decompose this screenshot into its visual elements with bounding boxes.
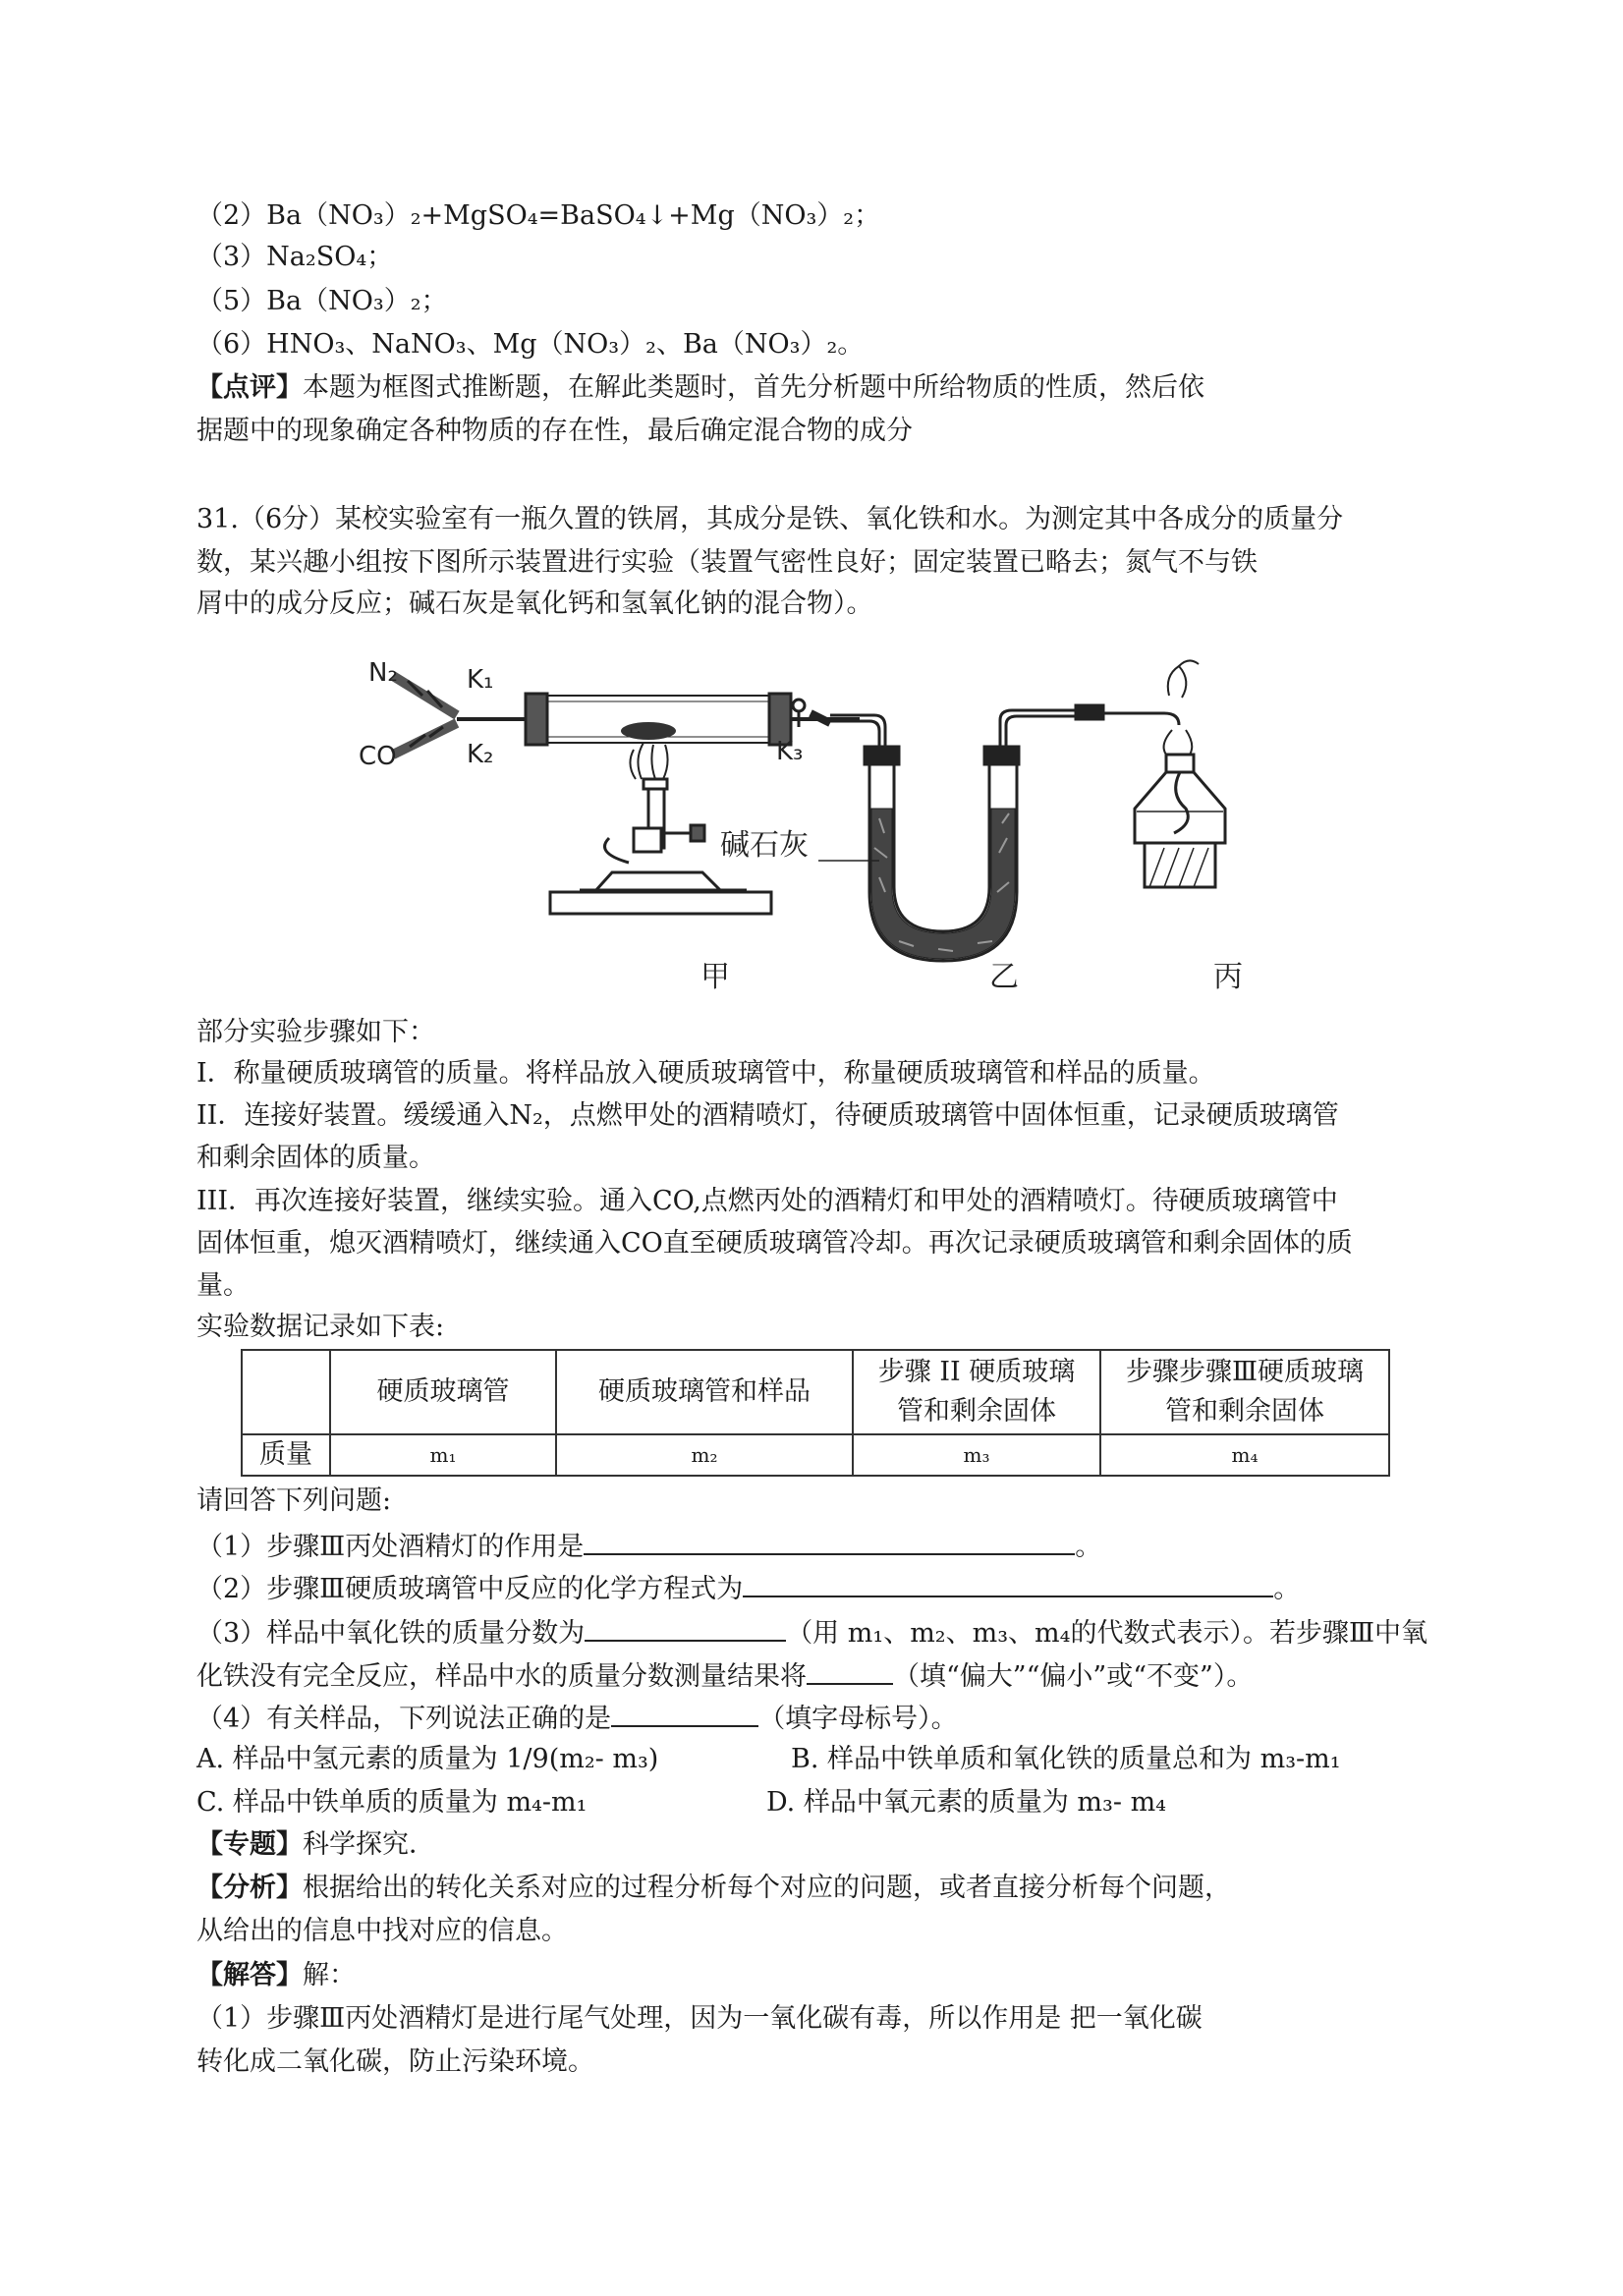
table-header-cell [853, 1350, 1100, 1434]
topic-text: 科学探究． [303, 1829, 435, 1860]
table-header-cell [242, 1350, 330, 1434]
option-a: A. 样品中氢元素的质量为 1/9(m₂- m₃) [196, 1744, 659, 1774]
q1-answer-blank[interactable] [584, 1528, 1075, 1555]
answer-text: 解： [303, 1960, 356, 1990]
q4-text: （4）有关样品，下列说法正确的是 [196, 1704, 612, 1734]
comment-tag: 【点评】 [196, 372, 303, 403]
label-co: CO [359, 742, 397, 771]
question-line-1: 31.（6分）某校实验室有一瓶久置的铁屑，其成分是铁、氧化铁和水。为测定其中各成分的质量分 [196, 504, 1344, 534]
step-2-line-2: 和剩余固体的质量。 [196, 1143, 435, 1173]
option-b: B. 样品中铁单质和氧化铁的质量总和为 m₃-m₁ [791, 1744, 1341, 1774]
table-cell: m₄ [1100, 1434, 1389, 1476]
q1-text: （1）步骤Ⅲ丙处酒精灯的作用是 [196, 1532, 585, 1562]
k3-clamp [793, 700, 830, 727]
header-line: 步骤步骤Ⅲ硬质玻璃 [1125, 1357, 1365, 1387]
answer-line-6: （6）HNO₃、NaNO₃、Mg（NO₃）₂、Ba（NO₃）₂。 [196, 329, 865, 360]
q1-end: 。 [1075, 1532, 1102, 1562]
analysis-text-1: 根据给出的转化关系对应的过程分析每个对应的问题，或者直接分析每个问题， [303, 1873, 1231, 1903]
answer-line-3: （3）Na₂SO₄； [196, 242, 394, 272]
q3b-end: （填“偏大”“偏小”或“不变”）。 [893, 1661, 1254, 1692]
label-soda-lime: 碱石灰 [720, 828, 809, 863]
q3-answer-blank[interactable] [585, 1614, 786, 1642]
table-header-cell [1100, 1350, 1389, 1434]
steps-intro: 部分实验步骤如下： [196, 1017, 435, 1047]
answer-header-line [196, 1959, 356, 1992]
step-3-line-3: 量。 [196, 1270, 250, 1301]
header-line: 步骤 II 硬质玻璃 [877, 1357, 1076, 1387]
question-line-3: 屑中的成分反应；碱石灰是氧化钙和氢氧化钠的混合物）。 [196, 588, 873, 619]
data-table [241, 1349, 1390, 1477]
table-row [242, 1434, 1389, 1476]
n2-valve [393, 676, 457, 715]
q3-text: （3）样品中氧化铁的质量分数为 [196, 1618, 586, 1649]
answer-line-5: （5）Ba（NO₃）₂； [196, 286, 448, 316]
co-valve [393, 723, 457, 755]
table-header-row [242, 1350, 1389, 1434]
comment-line-1 [196, 371, 1204, 405]
alcohol-lamp [1135, 660, 1225, 887]
label-k2: K₂ [467, 740, 494, 769]
q2-answer-blank[interactable] [743, 1570, 1273, 1597]
table-header-cell: 硬质玻璃管 [330, 1350, 556, 1434]
question-4 [196, 1700, 958, 1736]
analysis-line-1 [196, 1872, 1231, 1905]
q4-end: （填字母标号）。 [758, 1704, 958, 1734]
question-line-2: 数，某兴趣小组按下图所示装置进行实验（装置气密性良好；固定装置已略去；氮气不与铁 [196, 547, 1258, 578]
q3b-answer-blank[interactable] [807, 1657, 893, 1685]
q2-end: 。 [1273, 1574, 1301, 1604]
option-d: D. 样品中氧元素的质量为 m₃- m₄ [766, 1787, 1166, 1818]
questions-intro: 请回答下列问题: [196, 1485, 392, 1516]
table-cell: 质量 [242, 1434, 330, 1476]
q2-text: （2）步骤Ⅲ硬质玻璃管中反应的化学方程式为 [196, 1574, 744, 1604]
comment-line-2: 据题中的现象确定各种物质的存在性，最后确定混合物的成分 [196, 416, 913, 446]
label-jia: 甲 [700, 960, 730, 994]
answer-1-line-2: 转化成二氧化碳，防止污染环境。 [196, 2046, 594, 2077]
analysis-tag: 【分析】 [196, 1873, 303, 1903]
table-cell: m₂ [556, 1434, 853, 1476]
label-k3: K₃ [776, 737, 804, 766]
step-3-line-2: 固体恒重，熄灭酒精喷灯，继续通入CO直至硬质玻璃管冷却。再次记录硬质玻璃管和剩余固体的质 [196, 1228, 1353, 1259]
q3b-text: 化铁没有完全反应，样品中水的质量分数测量结果将 [196, 1661, 807, 1692]
iron-sample [621, 722, 676, 740]
answer-tag: 【解答】 [196, 1960, 303, 1990]
label-bing: 丙 [1213, 960, 1243, 994]
table-intro: 实验数据记录如下表: [196, 1312, 445, 1342]
option-c: C. 样品中铁单质的质量为 m₄-m₁ [196, 1787, 588, 1818]
topic-line [196, 1828, 435, 1862]
q4-answer-blank[interactable] [611, 1700, 758, 1727]
step-3-line-1: III．再次连接好装置，继续实验。通入CO,点燃丙处的酒精灯和甲处的酒精喷灯。待硬质玻璃管中 [196, 1186, 1338, 1216]
topic-tag: 【专题】 [196, 1829, 303, 1860]
header-line: 管和剩余固体 [1165, 1396, 1324, 1427]
comment-text-1: 本题为框图式推断题，在解此类题时，首先分析题中所给物质的性质，然后依 [303, 372, 1204, 403]
question-3-line-1 [196, 1614, 1427, 1651]
question-2 [196, 1570, 1300, 1606]
q3-text-end: （用 m₁、m₂、m₃、m₄的代数式表示）。若步骤Ⅲ中氧 [786, 1618, 1428, 1649]
label-yi: 乙 [989, 960, 1019, 994]
analysis-line-2: 从给出的信息中找对应的信息。 [196, 1916, 568, 1946]
apparatus-diagram [349, 637, 1262, 1008]
header-line: 管和剩余固体 [897, 1396, 1056, 1427]
table-cell: m₃ [853, 1434, 1100, 1476]
answer-1-line-1: （1）步骤Ⅲ丙处酒精灯是进行尾气处理，因为一氧化碳有毒，所以作用是 把一氧化碳 [196, 2003, 1203, 2034]
u-tube [865, 747, 1019, 961]
table-header-cell: 硬质玻璃管和样品 [556, 1350, 853, 1434]
step-2-line-1: II．连接好装置。缓缓通入N₂，点燃甲处的酒精喷灯，待硬质玻璃管中固体恒重，记录硬质玻璃管 [196, 1100, 1339, 1131]
question-1 [196, 1528, 1101, 1564]
label-k1: K₁ [467, 665, 494, 695]
table-cell: m₁ [330, 1434, 556, 1476]
answer-line-2: （2）Ba（NO₃）₂+MgSO₄=BaSO₄↓+Mg（NO₃）₂； [196, 200, 881, 231]
step-1: Ⅰ．称量硬质玻璃管的质量。将样品放入硬质玻璃管中，称量硬质玻璃管和样品的质量。 [196, 1058, 1215, 1089]
label-n2: N₂ [368, 658, 398, 688]
question-3-line-2 [196, 1657, 1253, 1694]
